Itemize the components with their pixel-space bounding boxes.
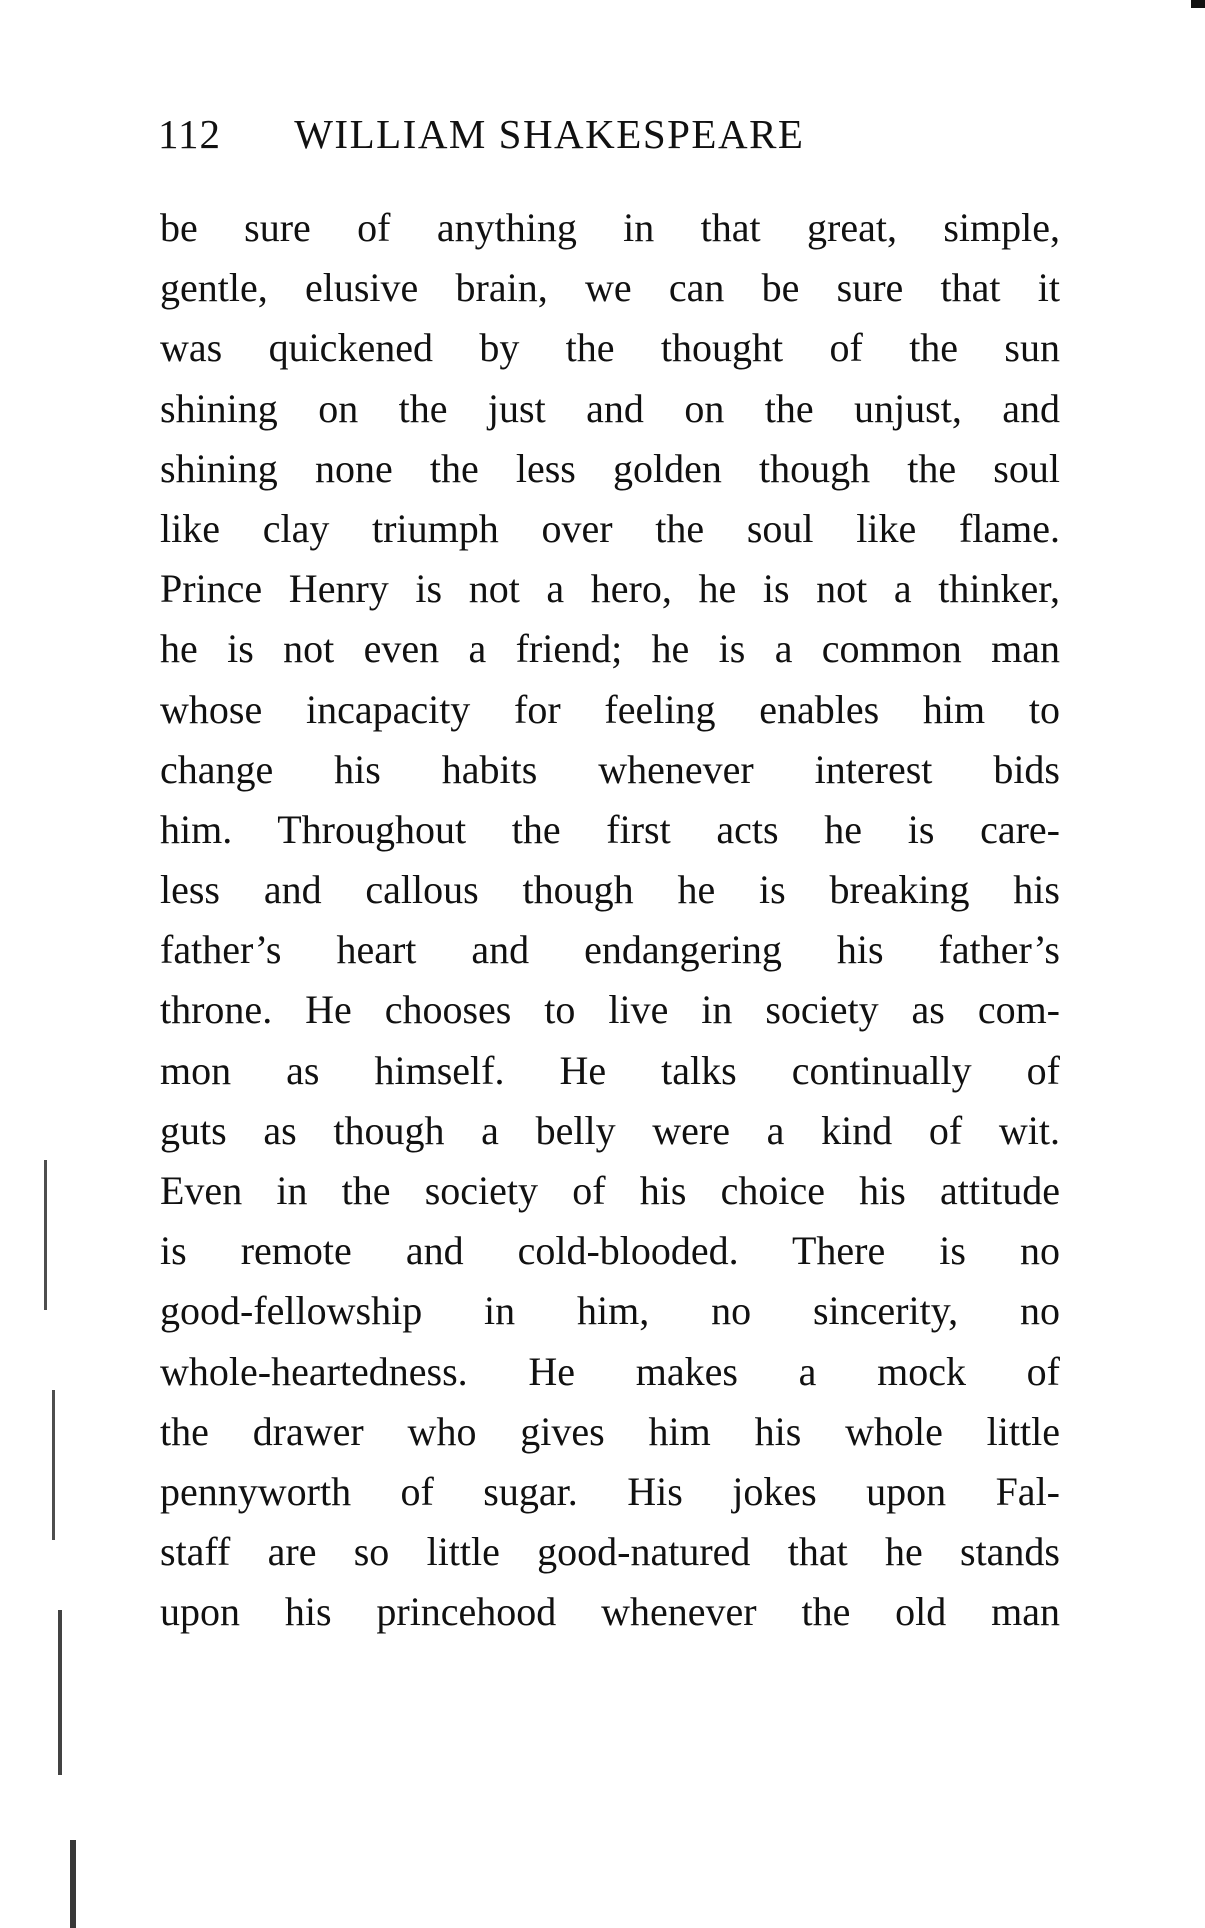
text-line: the drawer who gives him his whole little	[160, 1408, 1060, 1454]
running-header	[158, 110, 804, 160]
text-line: Prince Henry is not a hero, he is not a thinker,	[160, 566, 1060, 612]
text-line: guts as though a belly were a kind of wit.	[160, 1107, 1060, 1153]
text-line: less and callous though he is breaking his	[160, 867, 1060, 913]
binding-shadow-mark	[58, 1610, 62, 1775]
text-line: father’s heart and endangering his father’s	[160, 927, 1060, 973]
text-line: whole-heartedness. He makes a mock of	[160, 1348, 1060, 1394]
text-line: whose incapacity for feeling enables him to	[160, 686, 1060, 732]
text-line: gentle, elusive brain, we can be sure that it	[160, 265, 1060, 311]
text-line: throne. He chooses to live in society as com-	[160, 987, 1060, 1033]
text-line: good-fellowship in him, no sincerity, no	[160, 1288, 1060, 1334]
text-line: mon as himself. He talks continually of	[160, 1047, 1060, 1093]
text-line: staff are so little good-natured that he stands	[160, 1529, 1060, 1575]
text-line: he is not even a friend; he is a common man	[160, 626, 1060, 672]
page-number: 112	[158, 111, 221, 157]
text-line: is remote and cold-blooded. There is no	[160, 1228, 1060, 1274]
running-title: WILLIAM SHAKESPEARE	[294, 111, 805, 157]
text-line: Even in the society of his choice his attitude	[160, 1168, 1060, 1213]
text-line: shining on the just and on the unjust, and	[160, 385, 1060, 431]
binding-shadow-mark	[70, 1840, 76, 1928]
text-line: upon his princehood whenever the old man	[160, 1589, 1060, 1635]
text-line: him. Throughout the first acts he is care-	[160, 806, 1060, 852]
binding-shadow-mark	[52, 1390, 55, 1540]
text-line: be sure of anything in that great, simple,	[160, 205, 1060, 250]
binding-shadow-mark	[44, 1160, 47, 1310]
text-line: was quickened by the thought of the sun	[160, 325, 1060, 371]
text-line: shining none the less golden though the soul	[160, 445, 1060, 491]
text-line: pennyworth of sugar. His jokes upon Fal-	[160, 1468, 1060, 1514]
scan-corner-artifact	[1191, 0, 1205, 8]
text-line: like clay triumph over the soul like flame.	[160, 505, 1060, 551]
body-text	[160, 198, 1060, 1643]
text-line: change his habits whenever interest bids	[160, 746, 1060, 792]
